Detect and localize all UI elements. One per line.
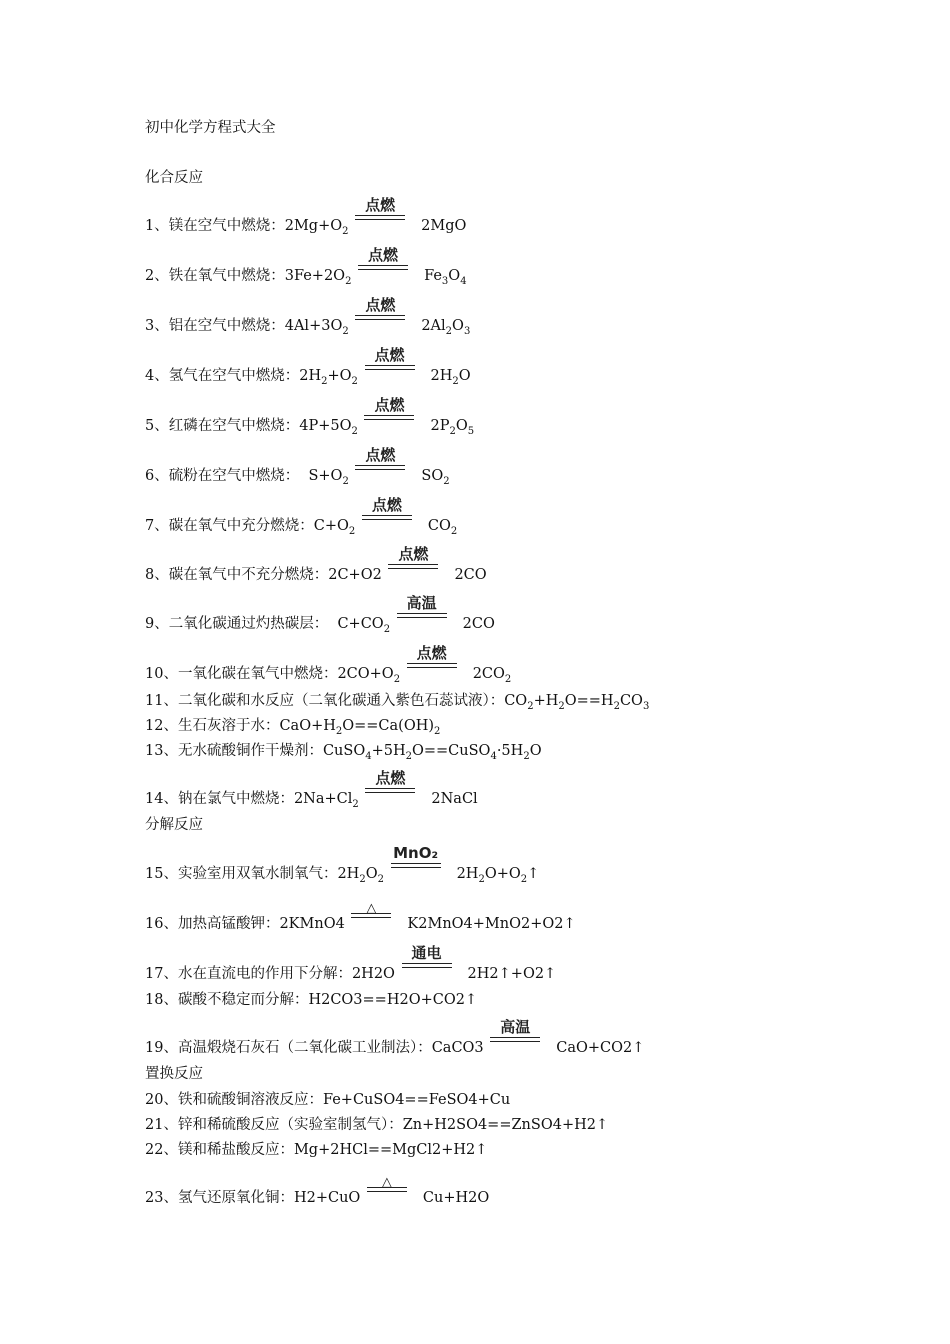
equation-6: 6、硫粉在空气中燃烧： $S+O_2$ 点燃 $SO_2$: [145, 446, 450, 487]
equation-5: 5、红磷在空气中燃烧：$4P+5O_2$ 点燃 $2P_2O_5$: [145, 396, 475, 437]
equation-19: 19、高温煅烧石灰石（二氧化碳工业制法）：CaCO3 高温 CaO+CO2↑: [145, 1018, 645, 1056]
condition-arrow: 点燃: [362, 517, 412, 535]
equation-1: 1、镁在空气中燃烧：$2Mg+O_2$ 点燃 2MgO: [145, 196, 467, 237]
equation-22: 22、镁和稀盐酸反应：Mg+2HCl==MgCl2+H2↑: [145, 1142, 488, 1158]
equation-17: 17、水在直流电的作用下分解：2H2O 通电 2H2↑+O2↑: [145, 944, 557, 982]
equation-13: 13、无水硫酸铜作干燥剂：$CuSO_4+5H_2O==CuSO_4\cdot 5H_2O$: [145, 743, 542, 762]
section-heading-combination: 化合反应: [145, 170, 203, 186]
equation-2: 2、铁在氧气中燃烧：$3Fe+2O_2$ 点燃 $Fe_3O_4$: [145, 246, 467, 287]
section-heading-displacement: 置换反应: [145, 1066, 203, 1082]
condition-arrow: 点燃: [355, 217, 405, 235]
condition-arrow: 点燃: [358, 267, 408, 285]
heat-icon: △: [366, 901, 377, 916]
condition-arrow: 高温: [397, 615, 447, 633]
section-heading-decomposition: 分解反应: [145, 817, 203, 833]
equation-7: 7、碳在氧气中充分燃烧：$C+O_2$ 点燃 $CO_2$: [145, 496, 458, 537]
condition-arrow: 点燃: [365, 367, 415, 385]
equation-21: 21、锌和稀硫酸反应（实验室制氢气）：Zn+H2SO4==ZnSO4+H2↑: [145, 1117, 609, 1133]
heat-condition-arrow: [351, 901, 391, 933]
equation-11: 11、二氧化碳和水反应（二氧化碳通入紫色石蕊试液）：$CO_2+H_2O==H_2CO_3$: [145, 693, 650, 712]
condition-arrow: 点燃: [355, 467, 405, 485]
condition-arrow: 点燃: [355, 317, 405, 335]
equation-16: 16、加热高锰酸钾：2KMnO4 △ K2MnO4+MnO2+O2↑: [145, 901, 576, 932]
equation-12: 12、生石灰溶于水：$CaO+H_2O==Ca(OH)_2$: [145, 718, 441, 737]
equation-18: 18、碳酸不稳定而分解：H2CO3==H2O+CO2↑: [145, 992, 478, 1008]
condition-arrow: 点燃: [388, 566, 438, 584]
equation-4: 4、氢气在空气中燃烧：$2H_2+O_2$ 点燃 $2H_2O$: [145, 346, 471, 387]
document-title: 初中化学方程式大全: [145, 120, 276, 136]
equation-10: 10、一氧化碳在氧气中燃烧：$2CO+O_2$ 点燃 $2CO_2$: [145, 644, 512, 685]
equation-14: 14、钠在氯气中燃烧：$2Na+Cl_2$ 点燃 2NaCl: [145, 769, 478, 810]
heat-icon: △: [381, 1175, 392, 1190]
condition-arrow: 点燃: [364, 417, 414, 435]
condition-arrow: MnO₂: [391, 865, 441, 883]
equation-20: 20、铁和硫酸铜溶液反应：Fe+CuSO4==FeSO4+Cu: [145, 1092, 511, 1108]
equation-9: 9、二氧化碳通过灼热碳层： $C+CO_2$ 高温 2CO: [145, 594, 495, 635]
heat-condition-arrow: [367, 1175, 407, 1207]
equation-23: 23、氢气还原氧化铜：H2+CuO △ Cu+H2O: [145, 1175, 490, 1206]
equation-3: 3、铝在空气中燃烧：$4Al+3O_2$ 点燃 $2Al_2O_3$: [145, 296, 471, 337]
condition-arrow: 点燃: [407, 665, 457, 683]
condition-arrow: 点燃: [365, 790, 415, 808]
condition-arrow: 高温: [490, 1039, 540, 1057]
condition-arrow: 通电: [402, 965, 452, 983]
equation-label: 1、镁在空气中燃烧：: [145, 218, 285, 234]
equation-15: 15、实验室用双氧水制氧气：$2H_2O_2$ MnO₂ $2H_2O+O_2↑$: [145, 844, 540, 885]
equation-8: 8、碳在氧气中不充分燃烧：2C+O2 点燃 2CO: [145, 545, 487, 583]
